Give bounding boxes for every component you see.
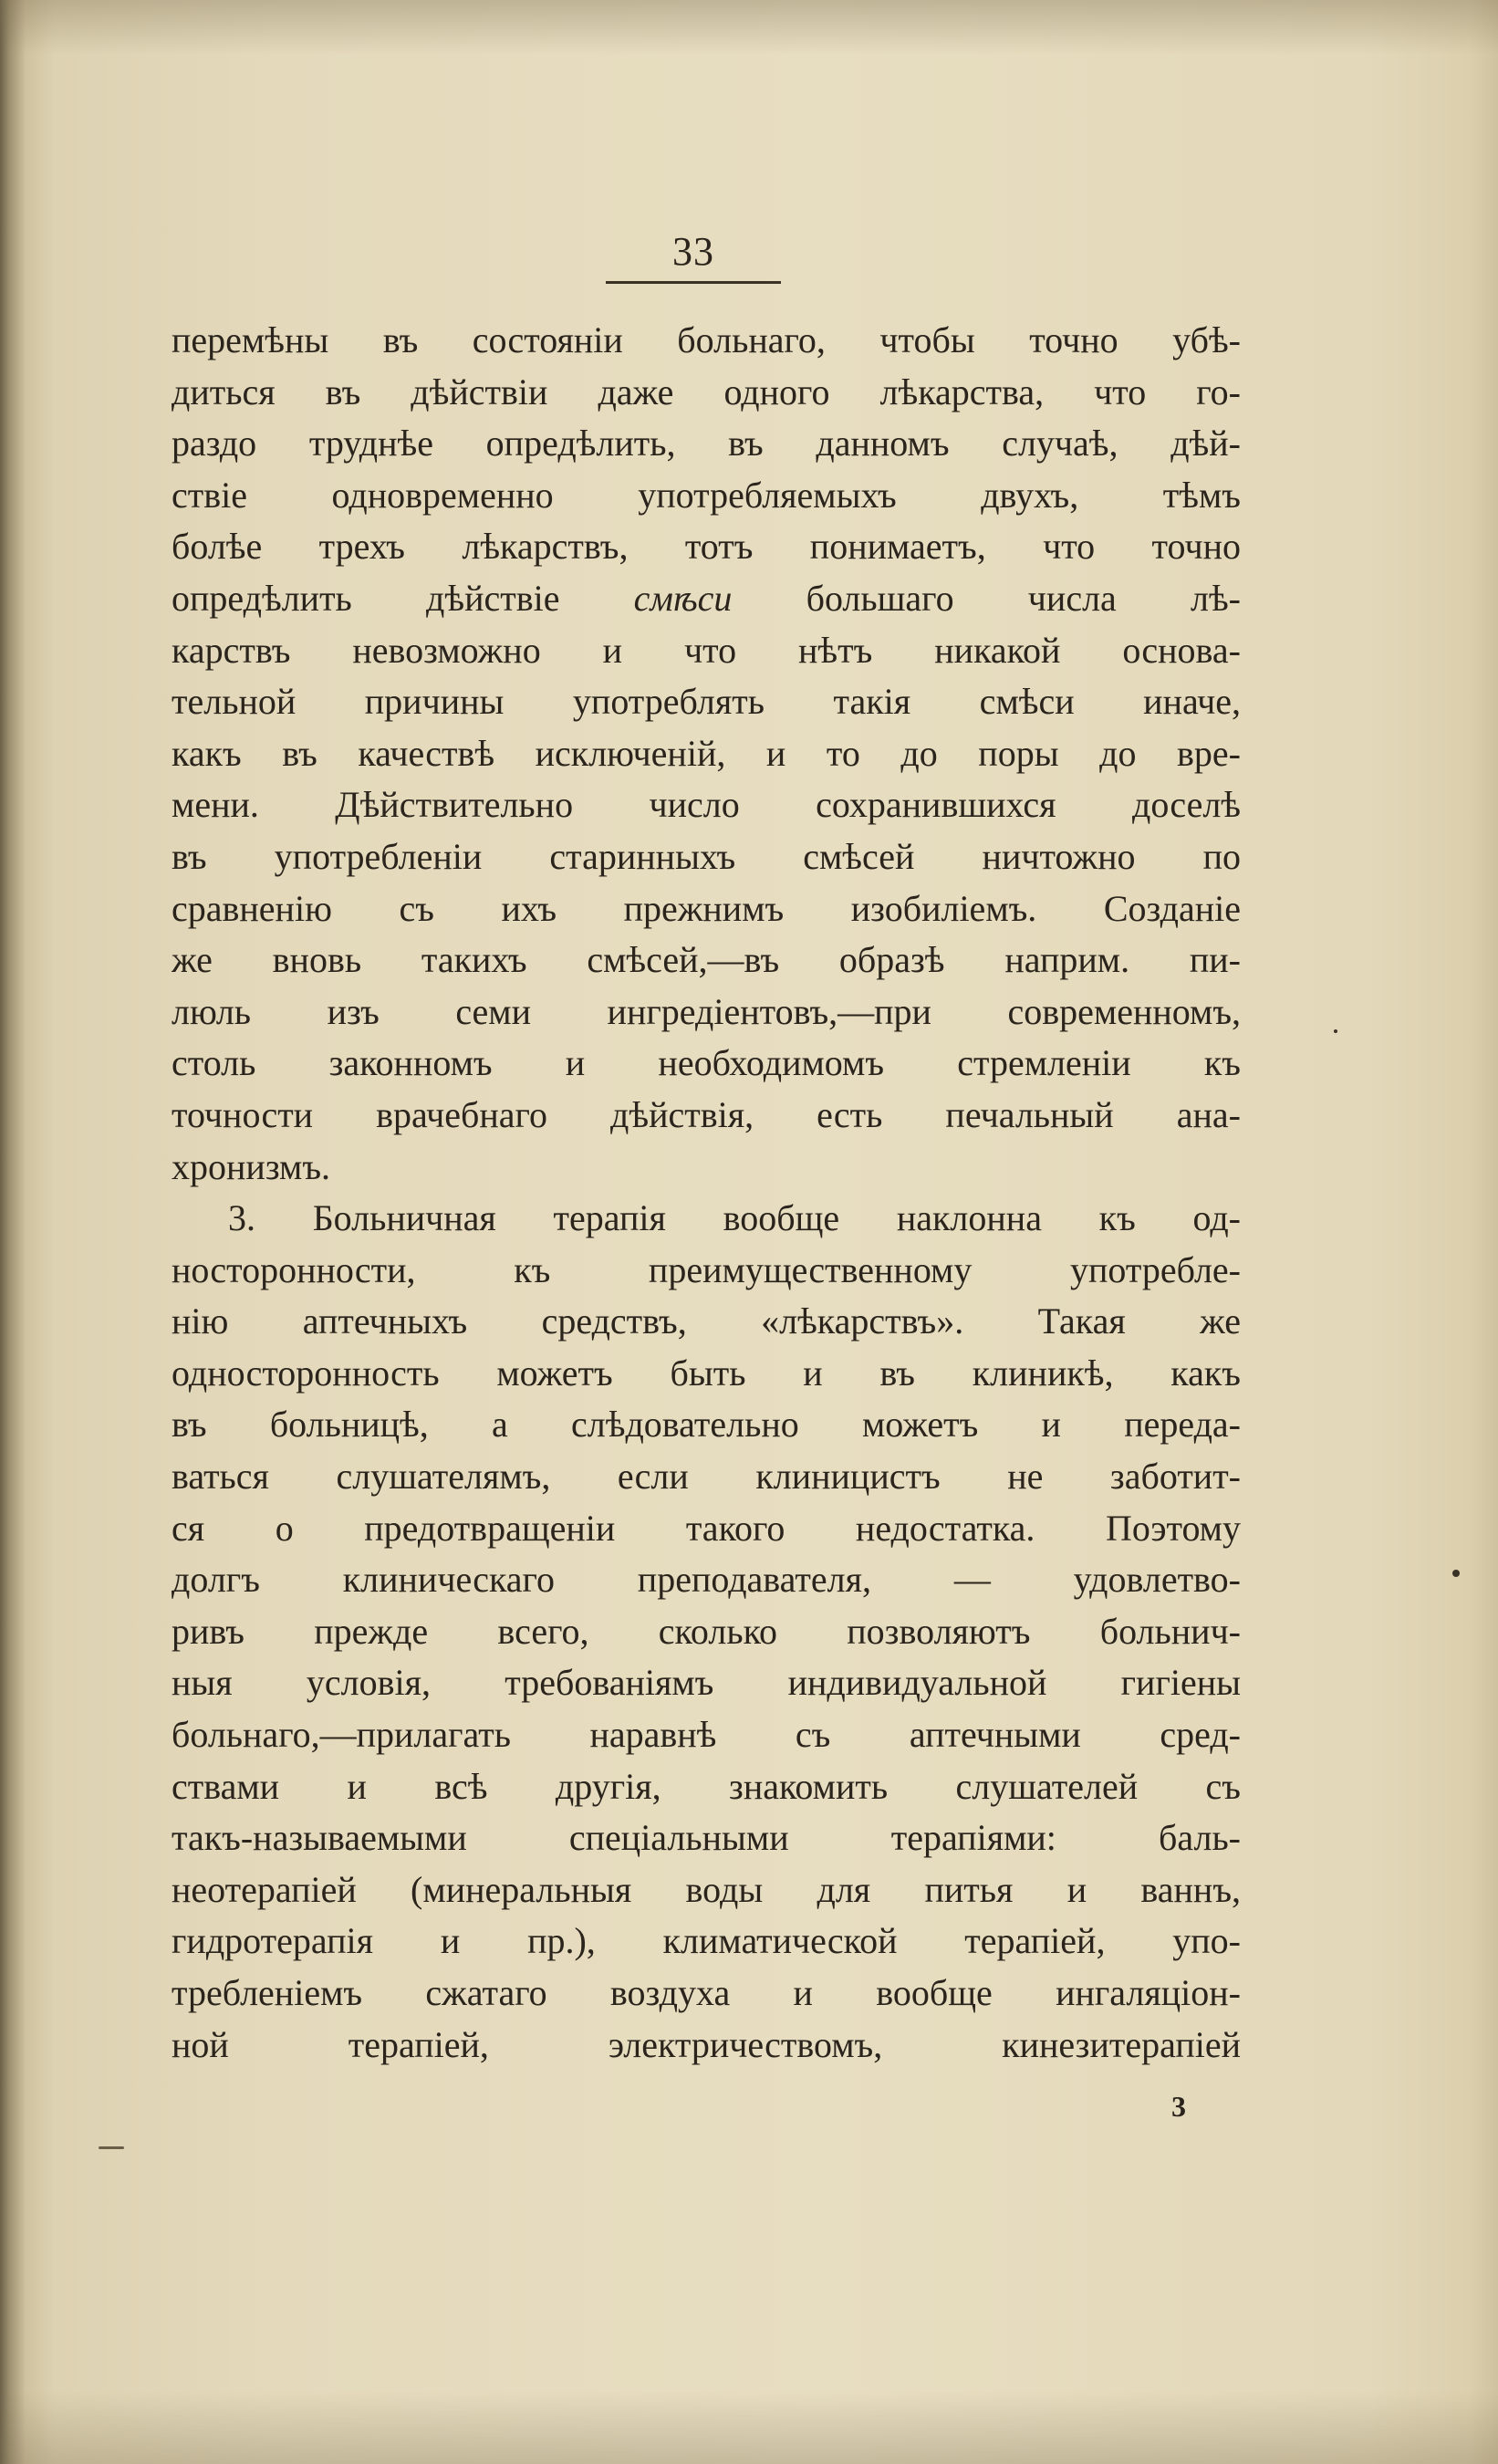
- ink-speck: [99, 2146, 124, 2149]
- text-line-22: въ больницѣ, а слѣдовательно можетъ и переда-: [172, 1404, 1241, 1446]
- text-line-26: ривъ прежде всего, сколько позволяютъ больнич-: [172, 1610, 1241, 1652]
- text-line-34: ной терапіей, электричествомъ, кинезитерапіей: [172, 2023, 1241, 2065]
- text-line-15: столь законномъ и необходимомъ стремленіи къ: [172, 1042, 1241, 1084]
- page-number: 33: [672, 229, 714, 274]
- text-line-16: точности врачебнаго дѣйствія, есть печальный ана-: [172, 1093, 1241, 1135]
- text-line-6-end: большаго числа лѣ-: [732, 577, 1241, 619]
- text-line-10: мени. Дѣйствительно число сохранившихся доселѣ: [172, 784, 1241, 826]
- text-line-11: въ употребленіи старинныхъ смѣсей ничтожно по: [172, 835, 1241, 877]
- header-rule: [606, 281, 781, 284]
- text-line-25: долгъ клиническаго преподавателя, — удовлетво-: [172, 1559, 1241, 1601]
- text-line-1: перемѣны въ состояніи больнаго, чтобы точно убѣ-: [172, 319, 1241, 360]
- text-line-18: 3. Больничная терапія вообще наклонна къ од-: [228, 1197, 1241, 1239]
- body-text: [172, 315, 1241, 2071]
- ink-speck: [1452, 1570, 1460, 1577]
- text-line-13: же вновь такихъ смѣсей,—въ образѣ наприм. пи-: [172, 939, 1241, 981]
- text-line-4: ствіе одновременно употребляемыхъ двухъ, тѣмъ: [172, 474, 1241, 516]
- text-line-2: диться въ дѣйствіи даже одного лѣкарства, что го-: [172, 371, 1241, 412]
- text-line-9: какъ въ качествѣ исключеній, и то до поры до вре-: [172, 732, 1241, 774]
- text-line-24: ся о предотвращеніи такого недостатка. Поэтому: [172, 1507, 1241, 1549]
- text-line-6-start: опредѣлить дѣйствіе: [172, 577, 634, 619]
- ink-speck: [1334, 1029, 1337, 1033]
- text-line-20: нію аптечныхъ средствъ, «лѣкарствъ». Такая же: [172, 1300, 1241, 1342]
- text-line-6: [172, 573, 1241, 625]
- text-line-19: носторонности, къ преимущественному употребле-: [172, 1248, 1241, 1290]
- text-line-27: ныя условія, требованіямъ индивидуальной гигіены: [172, 1662, 1241, 1704]
- text-line-3: раздо труднѣе опредѣлить, въ данномъ случаѣ, дѣй-: [172, 423, 1241, 465]
- text-line-32: гидротерапія и пр.), климатической терапіей, упо-: [172, 1920, 1241, 1962]
- text-line-8: тельной причины употреблять такія смѣси иначе,: [172, 681, 1241, 723]
- text-line-33: требленіемъ сжатаго воздуха и вообще ингаляціон-: [172, 1972, 1241, 2013]
- text-line-14: люль изъ семи ингредіентовъ,—при современномъ,: [172, 990, 1241, 1032]
- text-line-31: неотерапіей (минеральныя воды для питья и ваннъ,: [172, 1868, 1241, 1910]
- text-line-23: ваться слушателямъ, если клиницистъ не заботит-: [172, 1456, 1241, 1498]
- text-line-12: сравненію съ ихъ прежнимъ изобиліемъ. Созданіе: [172, 887, 1241, 929]
- text-line-29: ствами и всѣ другія, знакомить слушателей съ: [172, 1765, 1241, 1807]
- text-line-5: болѣе трехъ лѣкарствъ, тотъ понимаетъ, что точно: [172, 526, 1241, 568]
- signature-mark: 3: [1171, 2090, 1186, 2123]
- text-line-7: карствъ невозможно и что нѣтъ никакой основа-: [172, 629, 1241, 671]
- text-line-30: такъ-называемыми спеціальными терапіями: баль-: [172, 1817, 1241, 1859]
- italic-word: смѣси: [633, 577, 733, 619]
- text-line-21: односторонность можетъ быть и въ клиникѣ, какъ: [172, 1352, 1241, 1394]
- text-line-17: хронизмъ.: [172, 1145, 331, 1187]
- text-line-28: больнаго,—прилагать наравнѣ съ аптечными сред-: [172, 1714, 1241, 1756]
